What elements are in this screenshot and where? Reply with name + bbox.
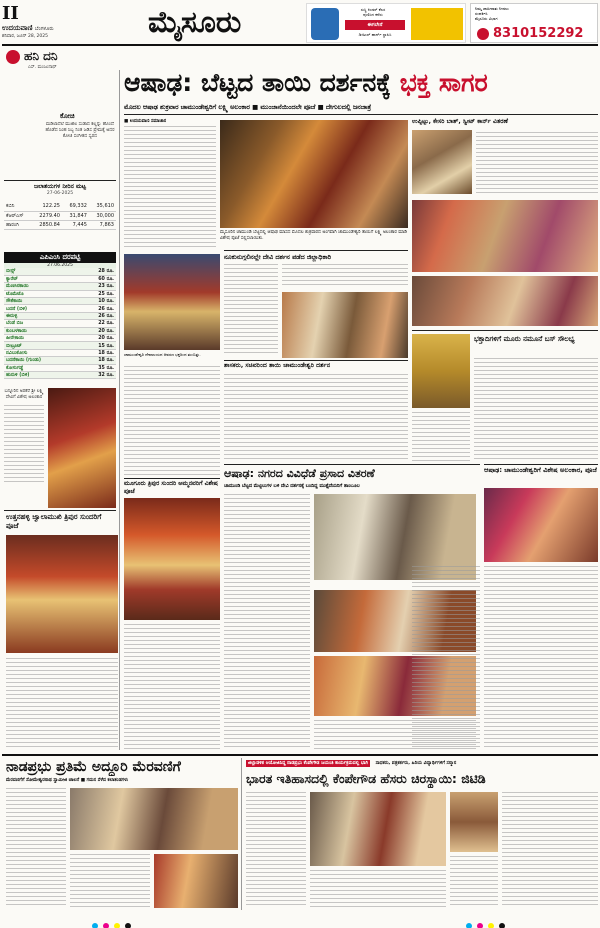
market-item: ಬದನೆ (ಬಿಳಿ) xyxy=(4,305,78,312)
reservoir-name: ಕಬಿನಿ xyxy=(4,202,31,211)
market-item: ಈರುಳ್ಳಿ xyxy=(4,312,78,319)
market-price: 28 ರೂ. xyxy=(78,268,116,275)
market-date: 27.06.2025 xyxy=(4,263,116,268)
lead-headline-accent: ಭಕ್ತ ಸಾಗರ xyxy=(399,68,488,97)
reservoir-value: 30,000 xyxy=(89,211,116,220)
bottom-rule xyxy=(2,754,598,756)
reservoir-name: ಕೆಆರ್‌ಎಸ್ xyxy=(4,211,31,220)
reservoir-value: 69,332 xyxy=(62,202,89,211)
rule-bus xyxy=(412,330,598,331)
kochi-title: ಕೋಚಿ xyxy=(60,112,75,120)
prasad-body xyxy=(476,132,598,194)
market-price: 22 ರೂ. xyxy=(78,320,116,327)
phone-icon xyxy=(311,8,339,40)
market-item: ಮೆಣಸಿನಕಾಯಿ xyxy=(4,283,78,290)
bottom-right-col3 xyxy=(450,856,498,908)
bottom-kicker-row xyxy=(246,758,598,769)
market-price: 20 ರೂ. xyxy=(78,327,116,334)
market-item: ಟೊಮೆಟೊ xyxy=(4,290,78,297)
right-mid-photo xyxy=(484,488,598,562)
lead-headline-main: ಆಷಾಢ: ಬೆಟ್ಟದ ತಾಯಿ ದರ್ಶನಕ್ಕೆ xyxy=(124,68,391,97)
market-price: 26 ರೂ. xyxy=(78,312,116,319)
paper-name xyxy=(2,24,142,33)
ad1-line2: ಪುಣಿಸಿದ ಕನೆರು xyxy=(363,12,383,17)
bottom-right-col4 xyxy=(502,792,598,908)
bottom-right-kicker2: ಸಾಧಕರು, ಪತ್ರಕರ್ತರು, ಹಿರಿಯ ವಿದ್ಯಾರ್ಥಿಗಳಿಗೆ ಸನ್ಮಾನ xyxy=(375,761,457,766)
rule-right-mid xyxy=(484,464,598,465)
market-row xyxy=(4,357,116,364)
reservoir-value: 2850.84 xyxy=(31,220,62,229)
right-head: ಉಪ್ಪಿಟ್ಟು, ಕೇಸರಿ ಬಾತ್, ಸ್ವೀಟ್ ಕಾರ್ನ್ ವಿತರಣೆ xyxy=(412,118,509,125)
bottom-left-sub: ಮೆರವಣಿಗೆಗೆ ಸೋಮೇಶ್ವರನಾಥ ಸ್ವಾಮೀಜಿ ಚಾಲನೆ ■ ಗಮನ ಸೆಳೆದ ಕಲಾತಂಡಗಳು xyxy=(6,778,129,783)
mid-col1 xyxy=(224,494,310,750)
right-col2-body xyxy=(412,566,480,750)
market-price: 18 ರೂ. xyxy=(78,357,116,364)
market-price: 35 ರೂ. xyxy=(78,364,116,371)
honey-brand: ಹನಿ ದನಿ xyxy=(24,49,58,63)
market-price: 26 ರೂ. xyxy=(78,305,116,312)
ad1-cta: ಈಗಲೇನೆ xyxy=(345,20,405,30)
market-price: 10 ರೂ. xyxy=(78,298,116,305)
goddess-photo xyxy=(48,388,116,508)
procession-photo2 xyxy=(154,854,238,908)
lead-headline xyxy=(124,66,598,100)
bottom-left-col1 xyxy=(6,788,66,908)
mla-head: ಶಾಸಕರು, ಸಚಿವರಿಂದ ತಾಯಿ ಚಾಮುಂಡೇಶ್ವರಿ ದರ್ಶನ xyxy=(224,362,331,369)
right-mid-head: ಆಷಾಢ: ಚಾಮುಂಡೇಶ್ವರಿಗೆ ವಿಶೇಷ ಅಲಂಕಾರ, ಪೂಜೆ xyxy=(484,466,597,474)
whatsapp-icon xyxy=(477,28,489,40)
masthead-rule xyxy=(2,44,598,46)
market-row xyxy=(4,349,116,356)
market-box xyxy=(4,252,116,386)
reservoir-value: 31,847 xyxy=(62,211,89,220)
reservoir-value: 7,445 xyxy=(62,220,89,229)
market-item: ಬೀಟ್ರೂಟ್ xyxy=(4,342,78,349)
edition: ಬೆಂಗಳೂರು xyxy=(34,26,54,32)
market-row xyxy=(4,283,116,290)
ad2-line2: ಸಂಪರ್ಕಿಸಿ xyxy=(475,11,488,16)
market-row xyxy=(4,335,116,342)
procession-photo xyxy=(70,788,238,850)
rule-left-1 xyxy=(4,510,116,511)
kempegowda-photo xyxy=(310,792,446,866)
gtd-photo xyxy=(450,792,498,852)
bottom-right-head: ಭಾರತ ಇತಿಹಾಸದಲ್ಲಿ ಕೆಂಪೇಗೌಡ ಹೆಸರು ಚಿರಸ್ಥಾಯಿ: ಜಿಟಿಡಿ xyxy=(246,771,486,786)
market-item: ಕುಂಬಳಕಾಯಿ xyxy=(4,327,78,334)
honey-author: ಎಸ್. ಮಂಜುನಾಥ್ xyxy=(28,65,57,70)
market-item: ಕ್ಯಾರೆಟ್ xyxy=(4,275,78,282)
reservoir-row xyxy=(4,211,116,220)
bus-head: ಭಕ್ತಾದಿಗಳಿಗೆ ಮೂರು ನಮೂನೆ ಬಸ್ ಸೌಲಭ್ಯ xyxy=(474,335,575,343)
issue-date: ಶನಿವಾರ, ಜೂನ್ 28, 2025 xyxy=(2,34,49,39)
market-item: ನವಿಲುಕೋಸು xyxy=(4,349,78,356)
lead-col1 xyxy=(124,126,216,250)
tripura-body xyxy=(124,624,220,750)
ad-contact[interactable] xyxy=(470,3,598,43)
paper-title: ಉದಯವಾಣಿ xyxy=(2,24,33,32)
market-price: 15 ರೂ. xyxy=(78,342,116,349)
left-col-body xyxy=(4,405,44,485)
market-row xyxy=(4,320,116,327)
lead-rule xyxy=(124,114,598,115)
rule-mla xyxy=(224,360,408,361)
reservoir-row xyxy=(4,220,116,229)
temple-photo xyxy=(124,254,220,350)
crowd-photo xyxy=(412,200,598,272)
honey-column xyxy=(4,48,116,108)
market-item: ಬದನೆಕಾಯಿ (ಗುಂಡು) xyxy=(4,357,78,364)
jwalamukhi-photo xyxy=(6,535,118,653)
page-number: II xyxy=(2,3,19,24)
left-col-text xyxy=(4,389,44,507)
honey-logo-icon xyxy=(6,50,20,64)
ad-digital-horn[interactable] xyxy=(306,3,466,43)
left-mid-head: ಉತ್ತನಹಳ್ಳಿ ಜ್ವಾಲಾಮುಖಿ ತ್ರಿಪುರ ಸುಂದರಿಗೆ ಪೂಜೆ xyxy=(6,513,102,530)
market-row xyxy=(4,305,116,312)
market-row xyxy=(4,298,116,305)
rule-tripura xyxy=(124,478,220,479)
tripura-photo xyxy=(124,498,220,620)
bus-body xyxy=(474,358,598,462)
market-item: ಬೀನ್ಸ್ xyxy=(4,268,78,275)
masthead-left xyxy=(2,3,142,43)
reservoir-value: 2279.40 xyxy=(31,211,62,220)
ad1-line1: ಸುಸ್ಥಿ ಕಿಂಡರ್ ಕೆಲಸ xyxy=(360,7,386,12)
market-row xyxy=(4,275,116,282)
market-price: 32 ರೂ. xyxy=(78,371,116,378)
lead-byline: ■ ಉದಯವಾಣಿ ಸಮಾಚಾರ xyxy=(124,119,167,124)
market-row xyxy=(4,364,116,371)
mid-sub: ಚಾಮುಂಡಿ ಬೆಟ್ಟದ ಮೆಟ್ಟಿಲುಗಳ ಬಳಿ ದೇವಿ ದರ್ಶನಕ್ಕೆ ಬಂದಿದ್ದ ಮುತ್ತೈದೆಯರಿಗೆ ತಾಂಬೂಲ xyxy=(224,484,360,489)
market-item: ಸೌತೆಕಾಯಿ xyxy=(4,298,78,305)
registration-marks xyxy=(92,914,132,920)
lead-col1b xyxy=(124,366,220,476)
market-item: ಹುರುಳಿ (ಬಿಳಿ) xyxy=(4,371,78,378)
rule-mid xyxy=(224,464,480,465)
rule-dc xyxy=(224,250,408,251)
bottom-right-col1 xyxy=(246,792,306,908)
market-row xyxy=(4,268,116,275)
dc-col2 xyxy=(282,264,408,288)
col-divider-bottom xyxy=(241,758,242,910)
temple-caption: ಚಾಮುಂಡೇಶ್ವರಿ ದೇವಾಲಯದ ಆವರಣ ಭಕ್ತರಿಂದ ತುಂಬಿತ್ತು. xyxy=(124,352,201,357)
tripura-head: ಮೂಗೂರು ತ್ರಿಪುರ ಸುಂದರಿ ಅಮ್ಮನವರಿಗೆ ವಿಶೇಷ ಪೂಜೆ xyxy=(124,480,218,495)
registration-marks-2 xyxy=(466,914,506,920)
ad2-line1: ನಿಮ್ಮ ಜಾಹೀರಾತು ನೀಡಲು xyxy=(475,6,509,11)
market-row xyxy=(4,327,116,334)
market-price: 25 ರೂ. xyxy=(78,290,116,297)
market-price: 20 ರೂ. xyxy=(78,335,116,342)
right-mid-body xyxy=(484,566,598,750)
reservoir-value: 122.25 xyxy=(31,202,62,211)
market-item: ಬೆಂಡೆ ಬಿಜ xyxy=(4,320,78,327)
prasad-photo xyxy=(412,130,472,194)
lead-caption: ಮೈಸೂರಿನ ಚಾಮುಂಡಿ ಬೆಟ್ಟದಲ್ಲಿ ಆಷಾಢ ಮಾಸದ ಮೊದಲ ಶುಕ್ರವಾರದ ಅಂಗವಾಗಿ ಚಾಮುಂಡೇಶ್ವರಿ ತಾಯಿಗೆ ಲಕ್ಷ್ಮಿ ಅಲಂಕಾರ ಮಾಡಿ ವಿಶೇಷ ಪೂಜೆ ಸಲ್ಲಿಸಲಾಯಿತು. xyxy=(220,230,407,241)
mid-head: ಆಷಾಢ: ನಗರದ ವಿವಿಧೆಡೆ ಪ್ರಸಾದ ವಿತರಣೆ xyxy=(224,467,375,480)
bus-body2 xyxy=(412,412,470,462)
bottom-left-head: ನಾಡಪ್ರಭು ಪ್ರತಿಮೆ ಅದ್ಧೂರಿ ಮೆರವಣಿಗೆ xyxy=(6,759,181,775)
reservoir-title: ಜಲಾಶಯಗಳ ನೀರಿನ ಮಟ್ಟ xyxy=(33,183,87,190)
market-row xyxy=(4,290,116,297)
bottom-right-kicker: ಜಿಲ್ಲಾಡಳಿತ ಆಯೋಜಿಸಿದ್ದ ನಾಡಪ್ರಭು ಕೆಂಪೇಗೌಡ ಜಯಂತಿ ಕಾರ್ಯಕ್ರಮದಲ್ಲಿ ಭಾಗಿ xyxy=(248,761,369,766)
ad2-line3: ಮೈಸೂರು ವಿಭಾಗ xyxy=(475,16,498,21)
market-price: 23 ರೂ. xyxy=(78,283,116,290)
market-price: 18 ರೂ. xyxy=(78,349,116,356)
market-title: ಎಪಿಎಂಸಿ ದರಪಟ್ಟಿ xyxy=(4,252,116,263)
dc-head: ನೂಕುನುಗ್ಗಲಿನಲ್ಲೇ ದೇವಿ ದರ್ಶನ ಪಡೆದ ಜಿಲ್ಲಾಧಿಕಾರಿ xyxy=(224,253,331,261)
bottom-left-col2 xyxy=(70,854,150,908)
queue-photo xyxy=(412,276,598,326)
reservoir-value: 7,863 xyxy=(89,220,116,229)
bottom-right-col2 xyxy=(310,870,446,908)
ad1-line4: ಡಿಜಿಟಲ್ ಹಾರ್ನ್ ಸ್ಥಾಪಿಸಿ xyxy=(358,32,392,37)
col-divider-1 xyxy=(119,70,120,750)
ad1-badge xyxy=(411,8,463,40)
reservoir-box xyxy=(4,180,116,250)
reservoir-value: 35,610 xyxy=(89,202,116,211)
kochi-poem: ಮಡಿಲಾದೆಲೆ ಮುಖಿಲ ಸುಡಾದ ಕಲ್ಲನ್ನು ಹೊಂದೆ ಹೊಡೆದ ಸಿಂಹ ಸಿಬ್ಬ ನಿಂತ ಜಡಿಸ ಪ್ರೇಮಕ್ಕೆ ಅದರ ಕೋಚಿ ಸಂಗೀತದ ಸ್ವರದ xyxy=(45,122,115,139)
dc-col1 xyxy=(224,264,278,356)
city-title: ಮೈಸೂರು xyxy=(148,5,242,40)
gopura-photo xyxy=(412,334,470,408)
left-col-story: ಬನ್ನೂರಿನ ಅರಕೆರೆ ಶ್ರೀ ಲಕ್ಷ್ಮಿ ದೇವಿಗೆ ವಿಶೇಷ ಅಲಂಕಾರ xyxy=(4,389,44,400)
reservoir-date: 27-06-2025 xyxy=(46,191,74,196)
market-row xyxy=(4,371,116,378)
reservoir-table xyxy=(4,202,116,230)
lead-subhead: ಮೊದಲ ಆಷಾಢ ಶುಕ್ರವಾರ ಚಾಮುಂಡೇಶ್ವರಿಗೆ ಲಕ್ಷ್ಮಿ ಅಲಂಕಾರ ■ ಮುಂಜಾನೆಯಿಂದಲೇ ಪೂಜೆ ■ ದೇಗುಲದಲ್ಲಿ ಜನಜಾತ್ರೆ xyxy=(124,103,372,111)
reservoir-name: ಹಾರಂಗಿ xyxy=(4,220,31,229)
lead-photo xyxy=(220,120,408,228)
market-item: ಕೋಸುಗಡ್ಡೆ xyxy=(4,364,78,371)
reservoir-row xyxy=(4,202,116,211)
jwalamukhi-body xyxy=(6,658,118,750)
market-item: ಹೀರೇಕಾಯಿ xyxy=(4,335,78,342)
mla-body xyxy=(224,374,408,462)
market-price: 60 ರೂ. xyxy=(78,275,116,282)
ad-phone: 8310152292 xyxy=(493,26,584,41)
market-table xyxy=(4,268,116,379)
dc-photo xyxy=(282,292,408,358)
market-row xyxy=(4,312,116,319)
market-row xyxy=(4,342,116,349)
